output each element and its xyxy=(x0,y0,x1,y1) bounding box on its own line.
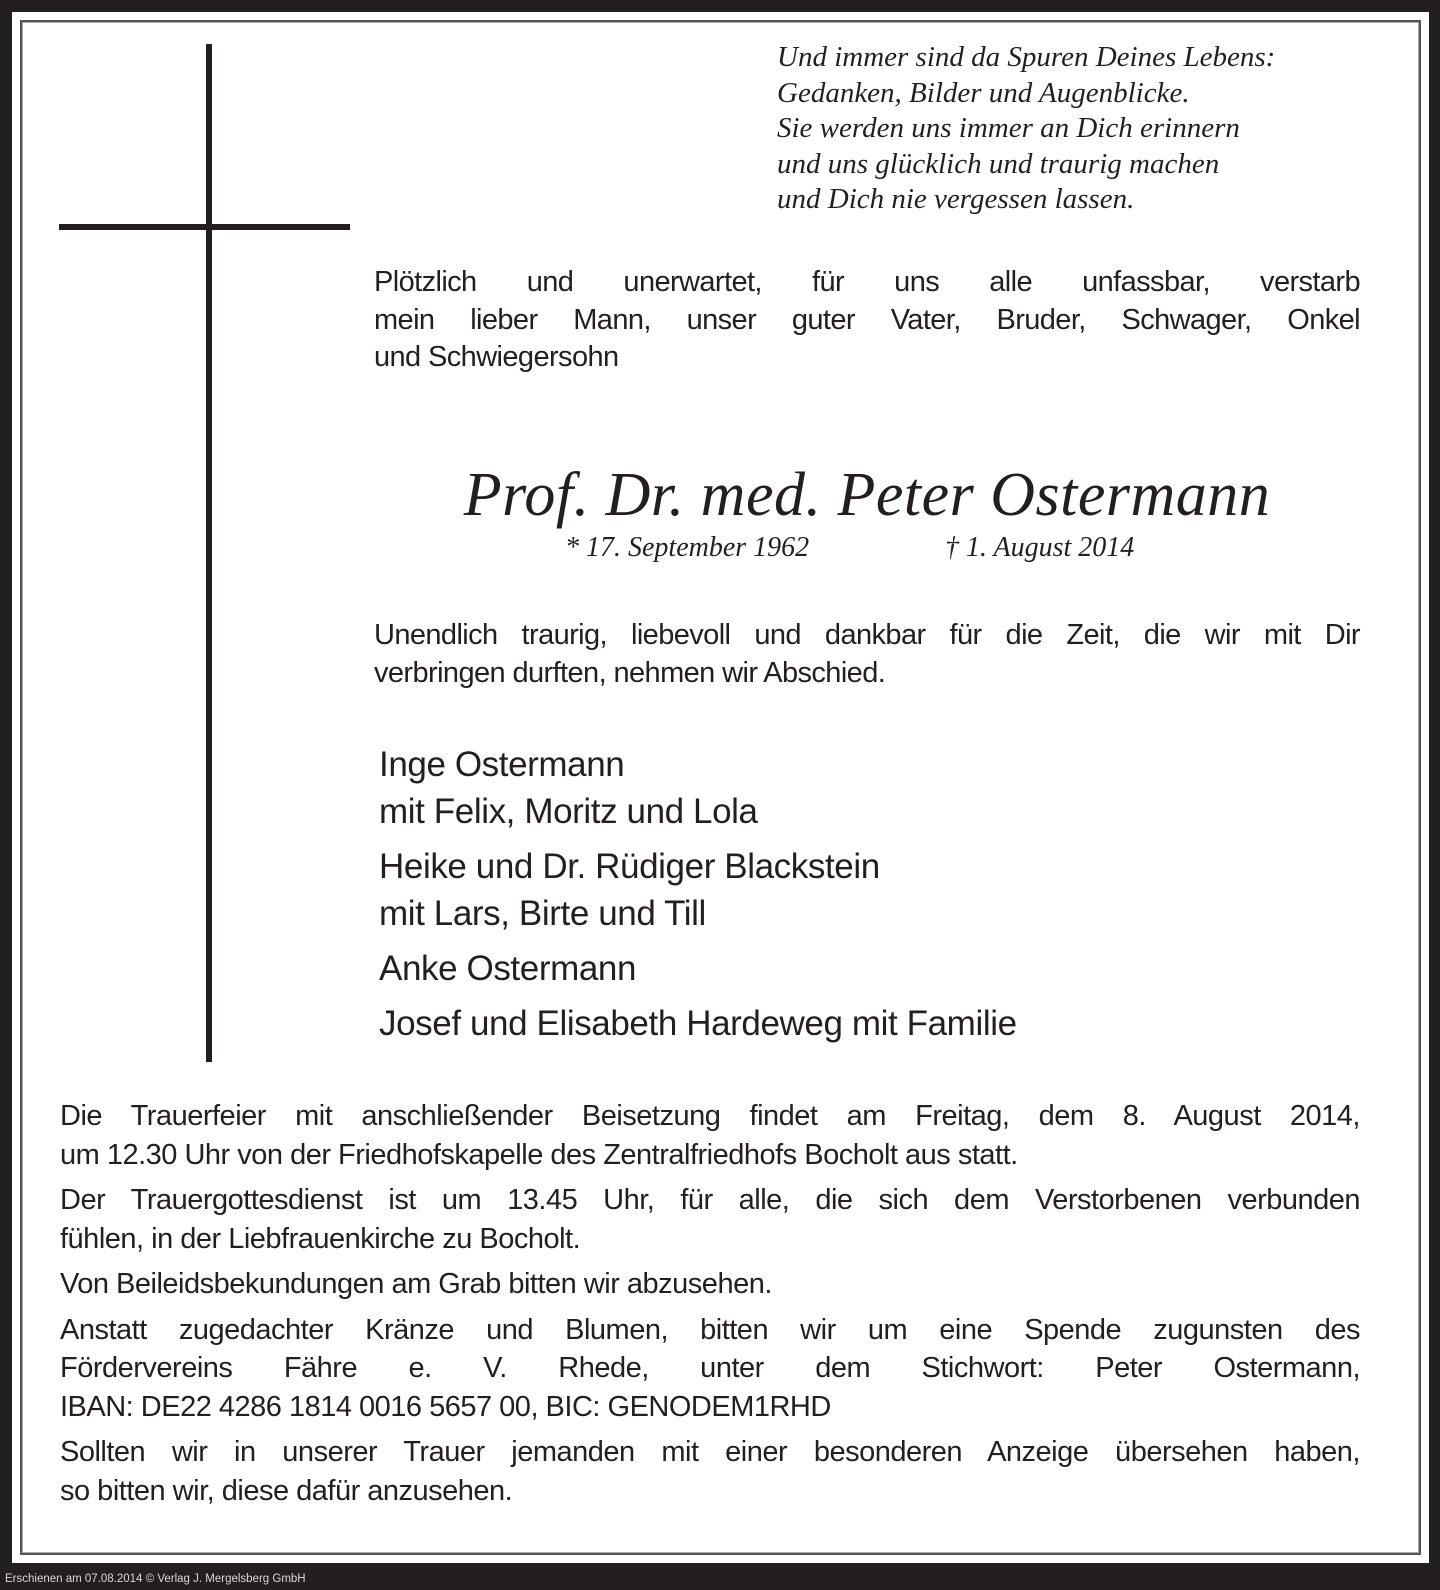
poem-line: Gedanken, Bilder und Augenblicke. xyxy=(777,76,1190,109)
church-service-paragraph xyxy=(60,1181,1360,1258)
apology-paragraph xyxy=(60,1433,1360,1510)
condolence-note-paragraph xyxy=(60,1265,1360,1304)
obituary-notice xyxy=(12,12,1429,1563)
publication-footer: Erschienen am 07.08.2014 © Verlag J. Mergelsberg GmbH xyxy=(5,1573,306,1585)
farewell-line: verbringen durften, nehmen wir Abschied. xyxy=(374,657,886,689)
mourner-line: mit Felix, Moritz und Lola xyxy=(379,792,758,831)
poem-line: Und immer sind da Spuren Deines Lebens: xyxy=(777,41,1276,73)
death-date: † 1. August 2014 xyxy=(945,532,1135,563)
mourner-line: Heike und Dr. Rüdiger Blackstein xyxy=(379,847,880,886)
details-line: Die Trauerfeier mit anschließender Beisetzung findet am Freitag, dem 8. August 2014, xyxy=(60,1100,1360,1132)
mourner-group xyxy=(379,1000,1017,1047)
details-line: Sollten wir in unserer Trauer jemanden mit einer besonderen Anzeige übersehen haben, xyxy=(60,1436,1360,1468)
cross-icon-vertical-beam xyxy=(206,44,212,1062)
details-line: Fördervereins Fähre e. V. Rhede, unter dem Stichwort: Peter Ostermann, xyxy=(60,1352,1360,1384)
details-line: so bitten wir, diese dafür anzusehen. xyxy=(60,1474,513,1507)
poem-line: und uns glücklich und traurig machen xyxy=(777,147,1220,180)
cross-icon-horizontal-beam xyxy=(59,224,350,230)
deceased-name: Prof. Dr. med. Peter Ostermann xyxy=(463,461,1271,529)
intro-line: Plötzlich und unerwartet, für uns alle unfassbar, verstarb xyxy=(374,266,1360,298)
mourner-line: mit Lars, Birte und Till xyxy=(379,894,706,933)
funeral-ceremony-paragraph xyxy=(60,1097,1360,1174)
funeral-details xyxy=(60,1097,1360,1517)
intro-line: mein lieber Mann, unser guter Vater, Bruder, Schwager, Onkel xyxy=(374,303,1360,336)
farewell-line: Unendlich traurig, liebevoll und dankbar für die Zeit, die wir mit Dir xyxy=(374,619,1360,651)
details-line: Anstatt zugedachter Kränze und Blumen, bitten wir um eine Spende zugunsten des xyxy=(60,1313,1360,1346)
poem-line: und Dich nie vergessen lassen. xyxy=(777,183,1135,215)
details-line: Von Beileidsbekundungen am Grab bitten wir abzusehen. xyxy=(60,1268,772,1300)
poem-line: Sie werden uns immer an Dich erinnern xyxy=(777,112,1240,144)
mourner-group xyxy=(379,741,1017,835)
mourner-line: Anke Ostermann xyxy=(379,949,637,988)
memorial-poem xyxy=(777,40,1275,218)
intro-paragraph xyxy=(374,264,1360,377)
intro-line: und Schwiegersohn xyxy=(374,341,619,373)
details-line: fühlen, in der Liebfrauenkirche zu Bocholt. xyxy=(60,1222,581,1255)
mourner-line: Inge Ostermann xyxy=(379,745,625,784)
donation-paragraph xyxy=(60,1311,1360,1427)
mourner-line: Josef und Elisabeth Hardeweg mit Familie xyxy=(379,1004,1017,1043)
details-line: um 12.30 Uhr von der Friedhofskapelle des Zentralfriedhofs Bocholt aus statt. xyxy=(60,1138,1018,1171)
details-line: IBAN: DE22 4286 1814 0016 5657 00, BIC: GENODEM1RHD xyxy=(60,1390,831,1423)
details-line: Der Trauergottesdienst ist um 13.45 Uhr, für alle, die sich dem Verstorbenen verbunden xyxy=(60,1184,1360,1216)
mourner-group xyxy=(379,945,1017,992)
mourners-list xyxy=(379,741,1017,1055)
farewell-paragraph xyxy=(374,616,1360,692)
birth-date: * 17. September 1962 xyxy=(565,532,810,563)
mourner-group xyxy=(379,843,1017,937)
